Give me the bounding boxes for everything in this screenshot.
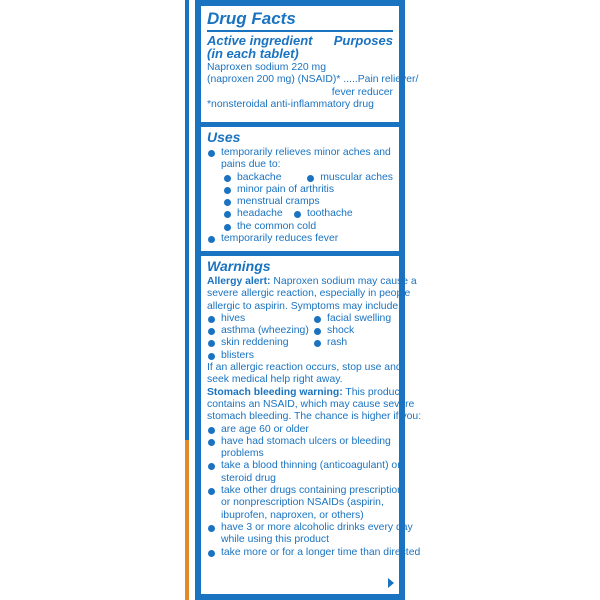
- symptom-item: rash: [313, 337, 347, 349]
- side-stripe-orange: [185, 440, 189, 600]
- symptom-item: facial swelling: [313, 313, 391, 325]
- warnings-title: Warnings: [207, 258, 271, 274]
- reaction-text: If an allergic reaction occurs, stop use and: [207, 362, 402, 374]
- symptom-item: blisters: [207, 350, 393, 362]
- continue-arrow-icon: [388, 578, 394, 588]
- stomach-text: contains an NSAID, which may cause severe: [207, 398, 415, 410]
- uses-subitem: muscular aches: [306, 172, 393, 184]
- drug-facts-title: Drug Facts: [207, 9, 296, 28]
- uses-subitem: backache: [223, 172, 304, 184]
- stomach-text: stomach bleeding. The chance is higher if you:: [207, 411, 422, 423]
- ingredient-line: Naproxen sodium 220 mg: [207, 62, 326, 73]
- risk-item: take other drugs containing prescription: [207, 485, 393, 497]
- purpose-text: fever reducer: [331, 86, 393, 98]
- risk-item: are age 60 or older: [207, 424, 393, 436]
- active-ingredient-heading: Active ingredient: [207, 33, 313, 48]
- risk-item-cont: problems: [221, 448, 264, 460]
- allergy-text: allergic to aspirin. Symptoms may include:: [207, 300, 402, 312]
- active-ingredient-subheading: (in each tablet): [207, 46, 299, 61]
- symptom-item: shock: [313, 325, 354, 337]
- purpose-text: Pain reliever/: [357, 74, 419, 86]
- active-ingredient-box: [201, 6, 419, 122]
- uses-item: temporarily relieves minor aches and: [207, 147, 393, 159]
- uses-subitem: minor pain of arthritis: [223, 184, 393, 196]
- uses-subitem: menstrual cramps: [223, 196, 393, 208]
- active-ingredient-header: [207, 34, 393, 60]
- footnote: *nonsteroidal anti-inflammatory drug: [207, 98, 374, 110]
- stomach-text: This product: [342, 386, 403, 398]
- divider: [207, 30, 393, 32]
- uses-subitem: headache: [223, 208, 293, 220]
- risk-item-cont: or nonprescription NSAIDs (aspirin,: [221, 497, 384, 509]
- uses-subitem: the common cold: [223, 221, 393, 233]
- uses-item: temporarily reduces fever: [207, 233, 393, 245]
- symptom-item: asthma (wheezing): [207, 325, 313, 337]
- risk-item: take a blood thinning (anticoagulant) or: [207, 460, 393, 472]
- risk-item: have 3 or more alcoholic drinks every day: [207, 522, 393, 534]
- side-stripe-blue: [185, 0, 189, 440]
- reaction-text: seek medical help right away.: [207, 374, 343, 386]
- allergy-alert-label: Allergy alert:: [207, 276, 271, 287]
- risk-item: take more or for a longer time than directed: [207, 547, 393, 559]
- risk-item: have had stomach ulcers or bleeding: [207, 436, 393, 448]
- uses-title: Uses: [207, 129, 241, 145]
- symptom-item: hives: [207, 313, 313, 325]
- allergy-text: Naproxen sodium may cause a: [270, 276, 417, 287]
- warnings-box: [201, 256, 422, 594]
- symptom-item: skin reddening: [207, 337, 313, 349]
- drug-facts-panel: [195, 0, 422, 600]
- allergy-text: severe allergic reaction, especially in people: [207, 288, 411, 300]
- uses-subitem: toothache: [293, 208, 353, 220]
- uses-item-cont: pains due to:: [221, 159, 281, 171]
- uses-box: [201, 127, 399, 251]
- purposes-heading: Purposes: [333, 33, 393, 48]
- risk-item-cont: steroid drug: [221, 472, 276, 484]
- stomach-warning-label: Stomach bleeding warning:: [207, 386, 343, 398]
- ingredient-line: (naproxen 200 mg) (NSAID)* .....: [207, 74, 358, 86]
- risk-item-cont: ibuprofen, naproxen, or others): [221, 509, 364, 521]
- risk-item-cont: while using this product: [221, 534, 330, 546]
